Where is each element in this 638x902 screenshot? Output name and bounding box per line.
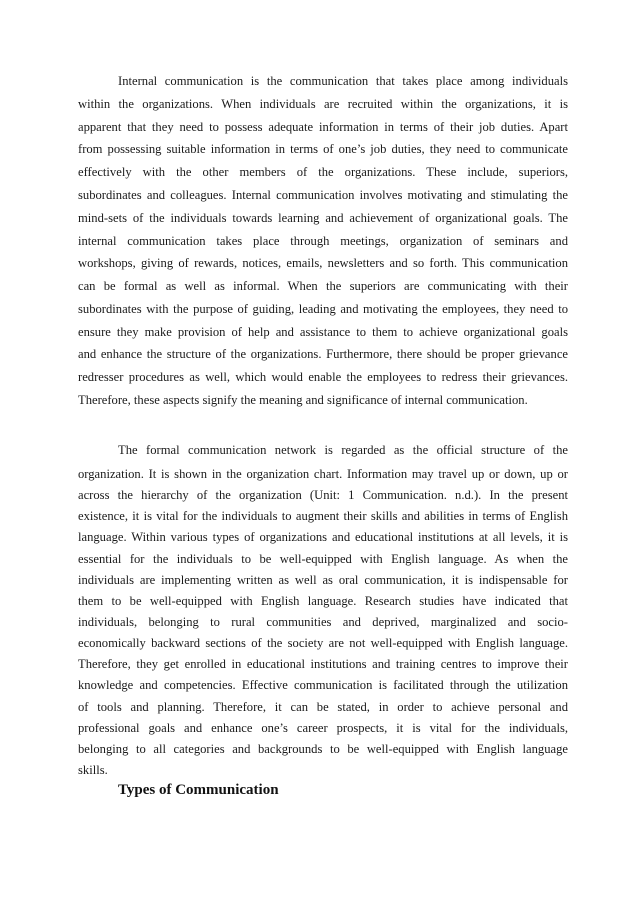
paragraph-line: Therefore, they get enrolled in educational institutions and training centres to improve their (78, 657, 568, 671)
paragraph-line: subordinates with the purpose of guiding, leading and motivating the employees, they need to (78, 302, 568, 316)
paragraph-line: can be formal as well as informal. When the superiors are communicating with their (78, 279, 568, 293)
paragraph-line: individuals, belonging to rural communities and deprived, marginalized and socio- (78, 615, 568, 629)
paragraph-line: essential for the individuals to be well-equipped with English language. As when the (78, 552, 568, 566)
paragraph-line: within the organizations. When individuals are recruited within the organizations, it is (78, 97, 568, 111)
paragraph-line: belonging to all categories and backgrounds to be well-equipped with English language (78, 742, 568, 756)
paragraph-line: mind-sets of the individuals towards learning and achievement of organizational goals. The (78, 211, 568, 225)
paragraph-line: skills. (78, 763, 108, 777)
paragraph-line: redresser procedures as well, which would enable the employees to redress their grievances. (78, 370, 568, 384)
paragraph-line: Therefore, these aspects signify the meaning and significance of internal communication. (78, 393, 528, 407)
paragraph-line: ensure they make provision of help and assistance to them to achieve organizational goals (78, 325, 568, 339)
paragraph-line: internal communication takes place through meetings, organization of seminars and (78, 234, 568, 248)
paragraph-line: subordinates and colleagues. Internal communication involves motivating and stimulating the (78, 188, 568, 202)
paragraph-line: language. Within various types of organizations and educational institutions at all levels, it is (78, 530, 568, 544)
paragraph-line: from possessing suitable information in terms of one’s job duties, they need to communicate (78, 142, 568, 156)
paragraph-line: professional goals and enhance one’s career prospects, it is vital for the individuals, (78, 721, 568, 735)
paragraph-line: organization. It is shown in the organization chart. Information may travel up or down, up or (78, 467, 568, 481)
paragraph-line: knowledge and competencies. Effective communication is facilitated through the utilization (78, 678, 568, 692)
paragraph-line: workshops, giving of rewards, notices, emails, newsletters and so forth. This communication (78, 256, 568, 270)
paragraph-line: across the hierarchy of the organization (Unit: 1 Communication. n.d.). In the present (78, 488, 568, 502)
paragraph-line: apparent that they need to possess adequate information in terms of their job duties. Apart (78, 120, 568, 134)
paragraph-line: individuals are implementing written as well as oral communication, it is indispensable for (78, 573, 568, 587)
paragraph-line: The formal communication network is regarded as the official structure of the (118, 443, 568, 457)
paragraph-line: of tools and planning. Therefore, it can be stated, in order to achieve personal and (78, 700, 568, 714)
paragraph-line: Internal communication is the communication that takes place among individuals (118, 74, 568, 88)
paragraph-line: them to be well-equipped with English language. Research studies have indicated that (78, 594, 568, 608)
paragraph-line: existence, it is vital for the individuals to augment their skills and abilities in terms of English (78, 509, 568, 523)
section-heading: Types of Communication (118, 782, 279, 798)
paragraph-line: and enhance the structure of the organizations. Furthermore, there should be proper grievance (78, 347, 568, 361)
paragraph-line: effectively with the other members of the organizations. These include, superiors, (78, 165, 568, 179)
paragraph-line: economically backward sections of the society are not well-equipped with English language. (78, 636, 568, 650)
